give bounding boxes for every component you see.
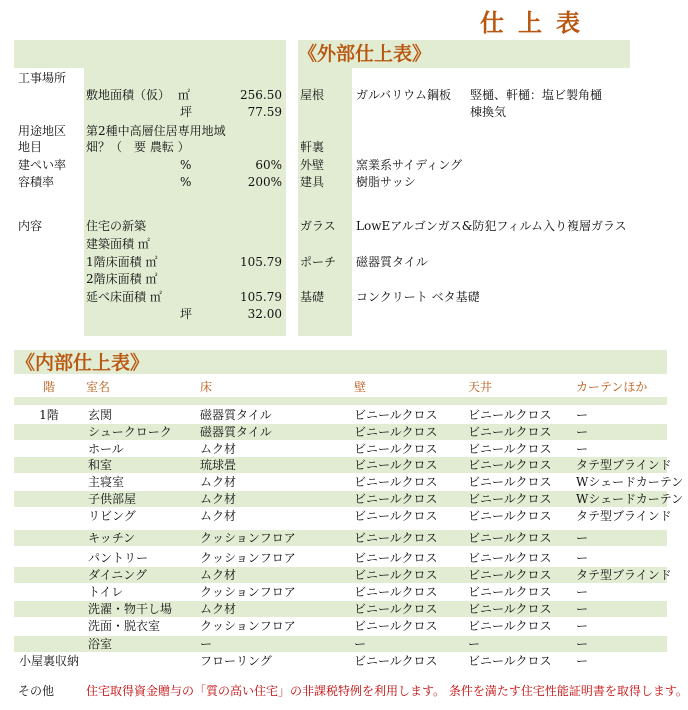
table-row — [14, 636, 667, 652]
cell-curtain: ー — [576, 425, 589, 439]
cell-wall: ビニールクロス — [354, 458, 438, 472]
land-category-value: 畑？（ 要 農転 ） — [86, 140, 190, 154]
cell-wall: ビニールクロス — [354, 492, 438, 506]
cell-wall: ー — [354, 637, 367, 651]
cell-room: 和室 — [88, 458, 113, 472]
table-row — [14, 474, 684, 490]
cell-curtain: ー — [576, 551, 589, 565]
sqm-unit: ㎡ — [178, 88, 191, 102]
cell-room: ダイニング — [88, 568, 148, 582]
cell-wall: ビニールクロス — [354, 425, 438, 439]
cell-room: シュークローク — [88, 425, 172, 439]
exterior-value-foundation: コンクリート ベタ基礎 — [356, 290, 480, 304]
cell-wall: ビニールクロス — [354, 408, 438, 422]
cell-wall: ビニールクロス — [354, 654, 438, 668]
cell-floor-material: ー — [200, 637, 213, 651]
cell-floor-material: クッションフロア — [200, 585, 296, 599]
exterior-label-glass: ガラス — [300, 219, 336, 233]
content-label: 内容 — [18, 219, 43, 233]
table-row — [14, 653, 667, 669]
construction-site-label: 工事場所 — [18, 71, 67, 85]
cell-ceiling: ビニールクロス — [468, 442, 552, 456]
cell-floor-material: ムク材 — [200, 492, 237, 506]
cell-ceiling: ビニールクロス — [468, 425, 552, 439]
cell-ceiling: ビニールクロス — [468, 568, 552, 582]
cell-room: トイレ — [88, 585, 124, 599]
coverage-value: 60% — [255, 158, 282, 172]
exterior-value-porch: 磁器質タイル — [356, 255, 428, 269]
cell-room: キッチン — [88, 531, 136, 545]
cell-curtain: ー — [576, 442, 589, 456]
cell-floor: 1階 — [39, 408, 59, 422]
far-percent-unit: % — [180, 175, 192, 189]
cell-floor-material: 琉球畳 — [200, 458, 237, 472]
cell-curtain: ー — [576, 602, 589, 616]
floor2-area-label: 2階床面積 ㎡ — [86, 272, 158, 286]
cell-floor-material: ムク材 — [200, 475, 237, 489]
cell-room: 洗面・脱衣室 — [88, 619, 161, 633]
content-value: 住宅の新築 — [86, 219, 147, 233]
cell-wall: ビニールクロス — [354, 475, 438, 489]
exterior-roof-gutter: 竪樋、軒樋：塩ビ製角樋 — [470, 88, 603, 102]
far-value: 200% — [247, 175, 282, 189]
cell-ceiling: ビニールクロス — [468, 585, 552, 599]
cell-floor-material: クッションフロア — [200, 619, 296, 633]
land-category-label: 地目 — [18, 140, 43, 154]
exterior-label-soffit: 軒裏 — [300, 140, 325, 154]
cell-curtain: ー — [576, 619, 589, 633]
table-row — [14, 530, 667, 546]
cell-wall: ビニールクロス — [354, 568, 438, 582]
header-curtain: カーテンほか — [576, 380, 648, 394]
table-row — [14, 584, 667, 600]
zoning-value: 第2種中高層住居専用地域 — [86, 124, 226, 138]
table-row — [14, 550, 667, 566]
cell-ceiling: ビニールクロス — [468, 602, 552, 616]
footer-note: 住宅取得資金贈与の「質の高い住宅」の非課税特例を利用します。 条件を満たす住宅性能証明書を取得します。 — [86, 684, 688, 698]
cell-room: ホール — [88, 442, 124, 456]
cell-floor-material: クッションフロア — [200, 551, 296, 565]
cell-floor-material: クッションフロア — [200, 531, 296, 545]
total-tsubo-label: 坪 — [180, 307, 193, 321]
cell-floor-material: フローリング — [200, 654, 272, 668]
cell-ceiling: ビニールクロス — [468, 619, 552, 633]
floor1-area-value: 105.79 — [240, 255, 282, 269]
cell-room: 子供部屋 — [88, 492, 137, 506]
table-row — [14, 424, 667, 440]
cell-curtain: ー — [576, 531, 589, 545]
interior-heading: 《内部仕上表》 — [16, 352, 150, 374]
cell-floor-material: ムク材 — [200, 568, 237, 582]
total-area-label: 延べ床面積 ㎡ — [86, 290, 162, 304]
header-floor-material: 床 — [200, 380, 213, 394]
cell-floor-material: 磁器質タイル — [200, 425, 272, 439]
exterior-heading: 《外部仕上表》 — [298, 43, 432, 65]
cell-wall: ビニールクロス — [354, 531, 438, 545]
cell-ceiling: ビニールクロス — [468, 458, 552, 472]
exterior-label-roof: 屋根 — [300, 88, 325, 102]
table-row — [14, 457, 672, 473]
table-row — [14, 567, 672, 583]
interior-column-headers — [14, 379, 667, 395]
cell-ceiling: ビニールクロス — [468, 492, 552, 506]
cell-room: 玄関 — [88, 408, 113, 422]
header-wall: 壁 — [354, 380, 367, 394]
cell-wall: ビニールクロス — [354, 602, 438, 616]
table-row — [14, 618, 667, 634]
summary-header-band — [14, 40, 286, 68]
cell-room: 主寝室 — [88, 475, 125, 489]
cell-curtain: ー — [576, 408, 589, 422]
total-tsubo-value: 32.00 — [247, 307, 282, 321]
exterior-value-glass: LowEアルゴンガス&防犯フィルム入り複層ガラス — [356, 219, 627, 233]
exterior-value-roof: ガルバリウム鋼板 — [356, 88, 452, 102]
exterior-label-foundation: 基礎 — [300, 290, 325, 304]
cell-ceiling: ビニールクロス — [468, 509, 552, 523]
site-area-label: 敷地面積（仮） — [86, 88, 171, 102]
exterior-label-wall: 外壁 — [300, 158, 325, 172]
cell-floor-material: 磁器質タイル — [200, 408, 272, 422]
cell-curtain: ー — [576, 637, 589, 651]
cell-curtain: タテ型ブラインド — [576, 458, 672, 472]
exterior-label-fittings: 建具 — [300, 175, 325, 189]
floor1-area-label: 1階床面積 ㎡ — [86, 255, 158, 269]
cell-curtain: ー — [576, 654, 589, 668]
cell-ceiling: ビニールクロス — [468, 551, 552, 565]
table-row — [14, 508, 672, 524]
cell-curtain: Wシェードカーテン — [576, 492, 684, 506]
cell-wall: ビニールクロス — [354, 509, 438, 523]
cell-floor-material: ムク材 — [200, 602, 237, 616]
coverage-label: 建ぺい率 — [18, 158, 67, 172]
interior-spacer-band — [14, 397, 667, 405]
cell-wall: ビニールクロス — [354, 442, 438, 456]
cell-ceiling: ビニールクロス — [468, 531, 552, 545]
coverage-percent-unit: % — [180, 158, 192, 172]
exterior-value-wall: 窯業系サイディング — [356, 158, 462, 172]
cell-room: パントリー — [88, 551, 149, 565]
total-area-value: 105.79 — [240, 290, 282, 304]
site-area-sqm: 256.50 — [240, 88, 282, 102]
table-row — [14, 407, 667, 423]
cell-room: リビング — [88, 509, 136, 523]
site-area-tsubo: 77.59 — [247, 105, 282, 119]
zoning-label: 用途地区 — [18, 124, 67, 138]
exterior-roof-vent: 棟換気 — [470, 105, 507, 119]
cell-curtain: タテ型ブラインド — [576, 509, 672, 523]
cell-curtain: タテ型ブラインド — [576, 568, 672, 582]
cell-wall: ビニールクロス — [354, 551, 438, 565]
cell-room: 浴室 — [88, 637, 113, 651]
header-floor: 階 — [42, 380, 55, 394]
header-ceiling: 天井 — [468, 380, 493, 394]
tsubo-unit: 坪 — [180, 105, 193, 119]
page-title: 仕上表 — [480, 9, 594, 37]
cell-ceiling: ビニールクロス — [468, 408, 552, 422]
cell-curtain: ー — [576, 585, 589, 599]
cell-wall: ビニールクロス — [354, 619, 438, 633]
cell-curtain: Wシェードカーテン — [576, 475, 684, 489]
cell-floor-material: ムク材 — [200, 442, 237, 456]
cell-wall: ビニールクロス — [354, 585, 438, 599]
exterior-value-fittings: 樹脂サッシ — [356, 175, 416, 189]
cell-ceiling: ビニールクロス — [468, 475, 552, 489]
cell-room: 洗濯・物干し場 — [88, 602, 173, 616]
cell-ceiling: ビニールクロス — [468, 654, 552, 668]
header-room: 室名 — [86, 380, 111, 394]
footer-label: その他 — [18, 684, 55, 698]
exterior-label-porch: ポーチ — [300, 255, 337, 269]
table-row — [14, 601, 667, 617]
cell-floor: 小屋裏収納 — [18, 654, 79, 668]
far-label: 容積率 — [18, 175, 55, 189]
cell-floor-material: ムク材 — [200, 509, 237, 523]
cell-ceiling: ー — [468, 637, 481, 651]
table-row — [14, 441, 667, 457]
building-area-label: 建築面積 ㎡ — [86, 237, 150, 251]
table-row — [14, 491, 684, 507]
